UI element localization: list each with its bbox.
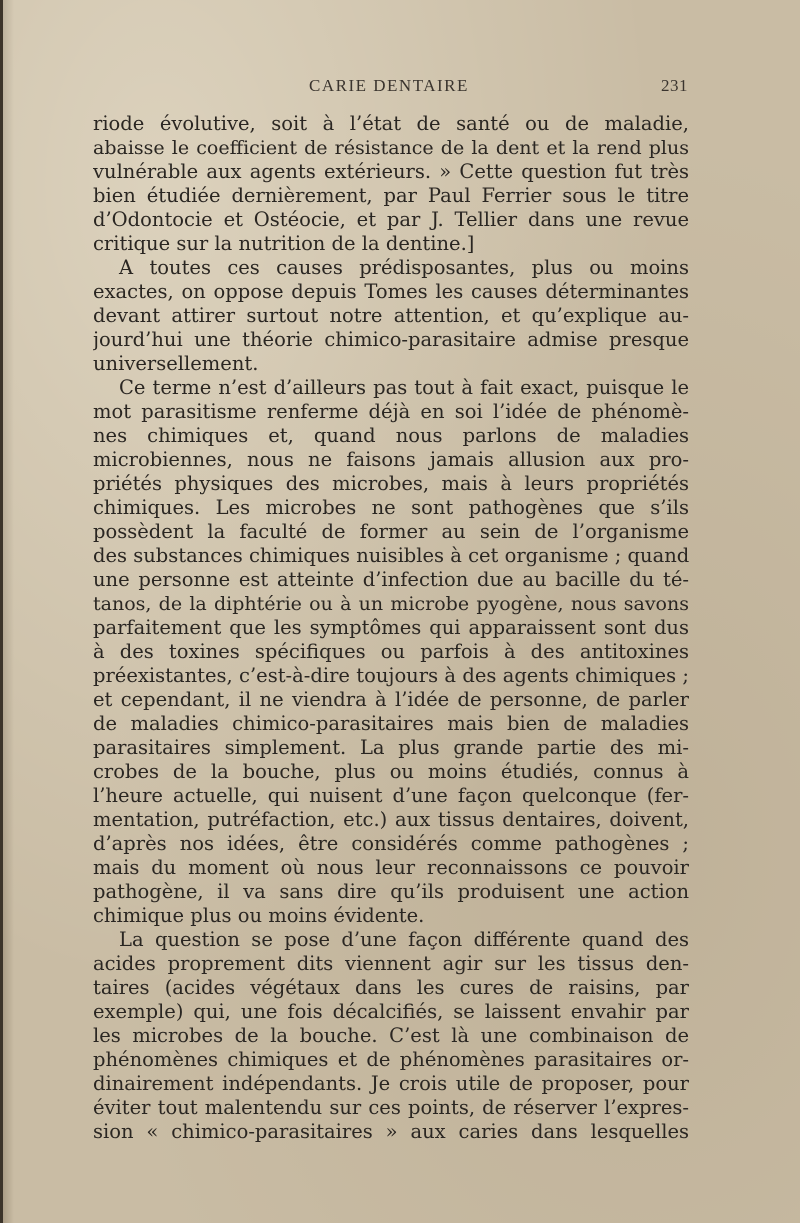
text-line: l’heure actuelle, qui nuisent d’une façon quelconque (fer- <box>93 784 689 807</box>
text-line: acides proprement dits viennent agir sur les tissus den- <box>93 952 689 975</box>
text-line: chimiques. Les microbes ne sont pathogènes que s’ils <box>93 496 689 519</box>
paragraph-start-line: Ce terme n’est d’ailleurs pas tout à fait exact, puisque le <box>119 376 689 399</box>
text-line: parasitaires simplement. La plus grande partie des mi- <box>93 736 689 759</box>
text-line: critique sur la nutrition de la dentine.] <box>93 232 475 255</box>
running-title: CARIE DENTAIRE <box>309 76 469 95</box>
text-line: dinairement indépendants. Je crois utile de proposer, pour <box>93 1072 689 1095</box>
page-header <box>93 76 688 100</box>
text-line: mentation, putréfaction, etc.) aux tissus dentaires, doivent, <box>93 808 689 831</box>
text-line: microbiennes, nous ne faisons jamais allusion aux pro- <box>93 448 689 471</box>
body-text <box>93 112 689 1144</box>
text-line: riode évolutive, soit à l’état de santé ou de maladie, <box>93 112 689 135</box>
text-line: priétés physiques des microbes, mais à leurs propriétés <box>93 472 689 495</box>
paragraph-start-line: La question se pose d’une façon différente quand des <box>119 928 689 951</box>
text-line: crobes de la bouche, plus ou moins étudiés, connus à <box>93 760 689 783</box>
text-line: exactes, on oppose depuis Tomes les causes déterminantes <box>93 280 689 303</box>
text-line: des substances chimiques nuisibles à cet organisme ; quand <box>93 544 689 567</box>
text-line: mais du moment où nous leur reconnaissons ce pouvoir <box>93 856 689 879</box>
text-line: parfaitement que les symptômes qui apparaissent sont dus <box>93 616 689 639</box>
text-line: chimique plus ou moins évidente. <box>93 904 425 927</box>
text-line: pathogène, il va sans dire qu’ils produisent une action <box>93 880 689 903</box>
text-line: vulnérable aux agents extérieurs. » Cette question fut très <box>93 160 689 183</box>
page-number: 231 <box>661 76 688 95</box>
text-line: à des toxines spécifiques ou parfois à des antitoxines <box>93 640 689 663</box>
text-line: éviter tout malentendu sur ces points, de réserver l’expres- <box>93 1096 689 1119</box>
text-line: préexistantes, c’est-à-dire toujours à des agents chimiques ; <box>93 664 689 687</box>
text-line: les microbes de la bouche. C’est là une combinaison de <box>93 1024 689 1047</box>
text-line: tanos, de la diphtérie ou à un microbe pyogène, nous savons <box>93 593 689 615</box>
text-line: une personne est atteinte d’infection due au bacille du té- <box>93 568 689 591</box>
text-line: de maladies chimico-parasitaires mais bien de maladies <box>93 712 689 735</box>
page-binding-edge <box>0 0 3 1223</box>
paragraph-start-line: A toutes ces causes prédisposantes, plus ou moins <box>119 256 689 279</box>
text-line: abaisse le coefficient de résistance de la dent et la rend plus <box>93 137 689 159</box>
text-line: jourd’hui une théorie chimico-parasitaire admise presque <box>93 328 689 351</box>
text-line: exemple) qui, une fois décalcifiés, se laissent envahir par <box>93 1000 689 1023</box>
text-line: d’après nos idées, être considérés comme pathogènes ; <box>93 832 689 855</box>
text-line: d’Odontocie et Ostéocie, et par J. Tellier dans une revue <box>93 208 689 231</box>
text-line: et cependant, il ne viendra à l’idée de personne, de parler <box>93 688 689 711</box>
text-line: universellement. <box>93 352 259 375</box>
text-line: possèdent la faculté de former au sein de l’organisme <box>93 520 689 543</box>
text-line: nes chimiques et, quand nous parlons de maladies <box>93 424 689 447</box>
text-line: taires (acides végétaux dans les cures de raisins, par <box>93 976 689 999</box>
text-line: sion « chimico-parasitaires » aux caries dans lesquelles <box>93 1120 689 1143</box>
text-line: bien étudiée dernièrement, par Paul Ferrier sous le titre <box>93 184 689 207</box>
text-line: phénomènes chimiques et de phénomènes parasitaires or- <box>93 1048 689 1071</box>
text-line: devant attirer surtout notre attention, et qu’explique au- <box>93 304 689 327</box>
text-line: mot parasitisme renferme déjà en soi l’idée de phénomè- <box>93 400 689 423</box>
